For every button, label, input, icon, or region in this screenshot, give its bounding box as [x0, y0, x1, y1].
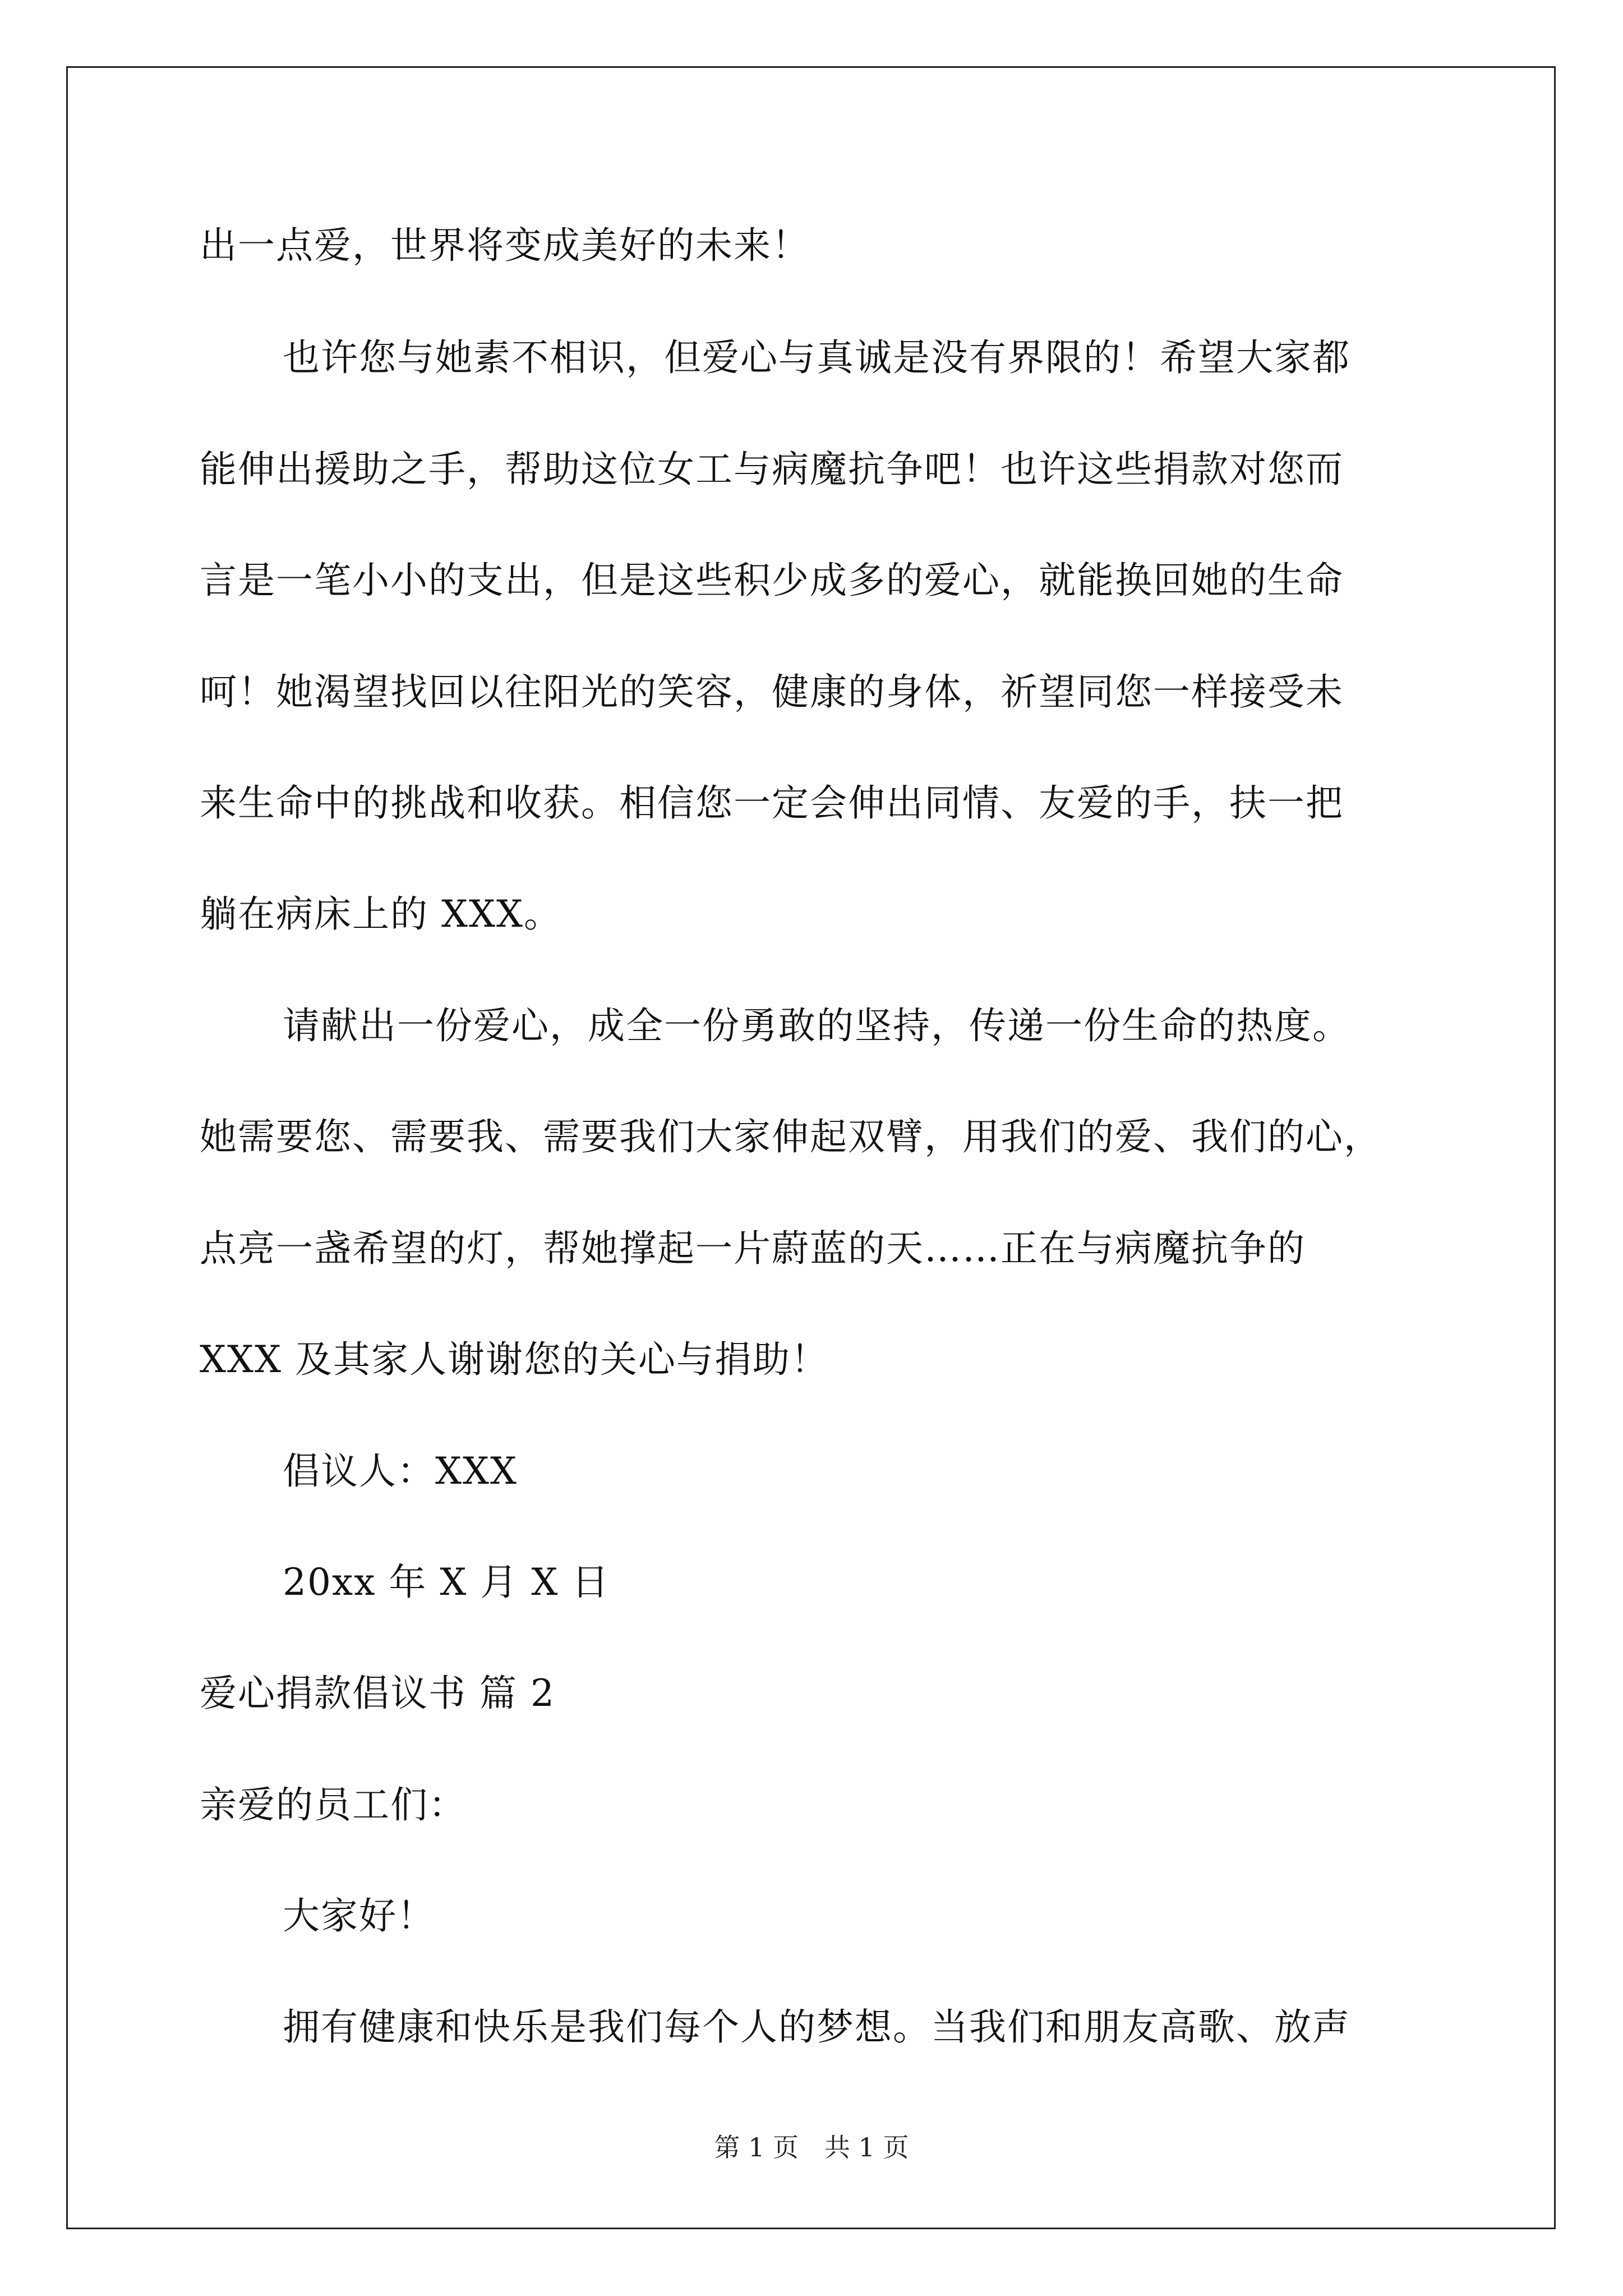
date-line: 20xx 年 X 月 X 日: [283, 1561, 610, 1604]
text-line-10: 点亮一盏希望的灯，帮她撑起一片蔚蓝的天……正在与病魔抗争的: [200, 1227, 1306, 1270]
text-line-17: 拥有健康和快乐是我们每个人的梦想。当我们和朋友高歌、放声: [283, 2005, 1350, 2049]
text-line-2: 也许您与她素不相识，但爱心与真诚是没有界限的！希望大家都: [283, 336, 1350, 379]
text-line-1: 出一点爱，世界将变成美好的未来！: [200, 224, 810, 267]
salutation-line: 亲爱的员工们：: [200, 1783, 467, 1826]
greeting-line: 大家好！: [283, 1894, 435, 1938]
page-footer: 第 1 页 共 1 页: [714, 2132, 909, 2162]
text-line-5: 呵！她渴望找回以往阳光的笑容，健康的身体，祈望同您一样接受未: [200, 670, 1344, 714]
text-line-9: 她需要您、需要我、需要我们大家伸起双臂，用我们的爱、我们的心，: [200, 1115, 1382, 1158]
text-line-6: 来生命中的挑战和收获。相信您一定会伸出同情、友爱的手，扶一把: [200, 781, 1344, 825]
text-line-3: 能伸出援助之手，帮助这位女工与病魔抗争吧！也许这些捐款对您而: [200, 448, 1344, 491]
text-line-11: XXX 及其家人谢谢您的关心与捐助！: [200, 1338, 829, 1381]
text-line-7: 躺在病床上的 XXX。: [200, 892, 562, 936]
section-heading: 爱心捐款倡议书 篇 2: [200, 1672, 555, 1715]
text-line-8: 请献出一份爱心，成全一份勇敢的坚持，传递一份生命的热度。: [283, 1004, 1350, 1047]
signature-line: 倡议人：XXX: [283, 1450, 518, 1493]
text-line-4: 言是一笔小小的支出，但是这些积少成多的爱心，就能换回她的生命: [200, 559, 1344, 602]
